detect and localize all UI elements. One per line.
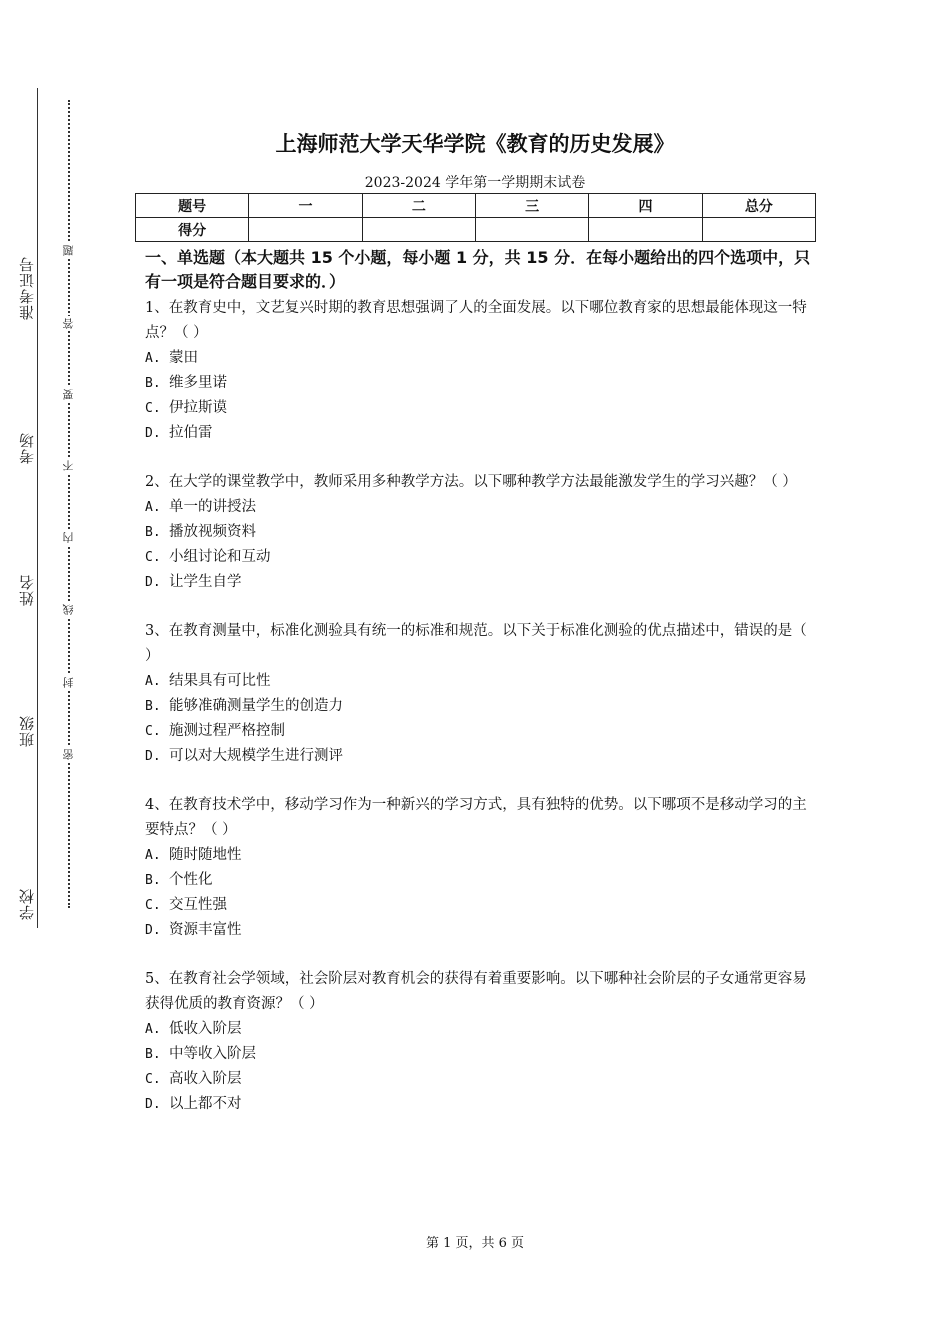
question-stem: 4、在教育技术学中，移动学习作为一种新兴的学习方式，具有独特的优势。以下哪项不是移动学习的主要特点？（ ）: [145, 797, 807, 838]
margin-label-exam-room: 考场: [18, 432, 36, 464]
option-d: [145, 570, 817, 595]
option-letter: B.: [145, 699, 161, 714]
seal-char: 内: [62, 532, 75, 543]
option-letter: A.: [145, 351, 161, 366]
option-a: [145, 669, 817, 694]
option-letter: B.: [145, 376, 161, 391]
option-c: [145, 1067, 817, 1092]
option-d: [145, 421, 817, 446]
seal-char: 要: [62, 389, 75, 400]
option-letter: A.: [145, 674, 161, 689]
option-text: 能够准确测量学生的创造力: [169, 698, 343, 714]
option-letter: C.: [145, 401, 161, 416]
option-text: 以上都不对: [169, 1096, 242, 1112]
option-text: 伊拉斯谟: [169, 400, 227, 416]
option-text: 让学生自学: [169, 574, 242, 590]
question-stem: 3、在教育测量中，标准化测验具有统一的标准和规范。以下关于标准化测验的优点描述中，错误的是（ ）: [145, 623, 807, 664]
option-text: 拉伯雷: [169, 425, 213, 441]
score-entry-cell[interactable]: [362, 218, 475, 242]
question-4: [145, 793, 817, 943]
option-a: [145, 843, 817, 868]
option-letter: C.: [145, 898, 161, 913]
option-text: 中等收入阶层: [169, 1046, 256, 1062]
option-letter: A.: [145, 1022, 161, 1037]
option-letter: D.: [145, 575, 161, 590]
seal-char: 答: [62, 318, 75, 329]
score-table: [135, 193, 816, 242]
margin-label-name: 姓名: [18, 574, 36, 606]
score-table-cell: 三: [475, 194, 588, 218]
option-letter: B.: [145, 873, 161, 888]
option-text: 高收入阶层: [169, 1071, 242, 1087]
option-text: 低收入阶层: [169, 1021, 242, 1037]
option-text: 小组讨论和互动: [169, 549, 271, 565]
option-text: 资源丰富性: [169, 922, 242, 938]
option-text: 蒙田: [169, 350, 198, 366]
score-table-header-row: [136, 194, 816, 218]
option-b: [145, 868, 817, 893]
score-table-score-row: [136, 218, 816, 242]
question-stem: 5、在教育社会学领域，社会阶层对教育机会的获得有着重要影响。以下哪种社会阶层的子女通常更容易获得优质的教育资源？（ ）: [145, 971, 807, 1012]
option-letter: A.: [145, 848, 161, 863]
margin-label-school: 学校: [18, 888, 36, 920]
option-text: 播放视频资料: [169, 524, 256, 540]
question-3: [145, 619, 817, 769]
option-letter: B.: [145, 1047, 161, 1062]
option-text: 随时随地性: [169, 847, 242, 863]
option-b: [145, 694, 817, 719]
score-entry-cell[interactable]: [702, 218, 815, 242]
option-text: 单一的讲授法: [169, 499, 256, 515]
seal-char: 题: [62, 245, 75, 256]
option-c: [145, 545, 817, 570]
question-stem: 2、在大学的课堂教学中，教师采用多种教学方法。以下哪种教学方法最能激发学生的学习兴趣？（ ）: [145, 474, 797, 490]
option-a: [145, 1017, 817, 1042]
question-stem: 1、在教育史中，文艺复兴时期的教育思想强调了人的全面发展。以下哪位教育家的思想最能体现这一特点？（ ）: [145, 300, 807, 341]
page-footer: 第 1 页，共 6 页: [425, 1236, 525, 1251]
option-letter: B.: [145, 525, 161, 540]
option-letter: D.: [145, 749, 161, 764]
option-letter: C.: [145, 1072, 161, 1087]
margin-label-exam-number: 准考证号: [18, 256, 36, 320]
score-table-cell: 题号: [136, 194, 249, 218]
question-2: [145, 470, 817, 595]
option-text: 个性化: [169, 872, 213, 888]
section-heading: 一、单选题（本大题共 15 个小题，每小题 1 分，共 15 分．在每小题给出的四个选项中，只有一项是符合题目要求的．）: [145, 248, 811, 291]
seal-char: 线: [62, 604, 75, 615]
option-text: 可以对大规模学生进行测评: [169, 748, 343, 764]
option-d: [145, 744, 817, 769]
score-table-cell: 一: [249, 194, 362, 218]
score-entry-cell[interactable]: [475, 218, 588, 242]
seal-char: 不: [62, 460, 75, 471]
option-letter: C.: [145, 550, 161, 565]
option-a: [145, 495, 817, 520]
option-c: [145, 396, 817, 421]
option-d: [145, 1092, 817, 1117]
score-entry-cell[interactable]: [589, 218, 702, 242]
score-table-cell: 总分: [702, 194, 815, 218]
option-b: [145, 520, 817, 545]
seal-dotted-line: [68, 100, 70, 908]
option-text: 施测过程严格控制: [169, 723, 285, 739]
option-text: 结果具有可比性: [169, 673, 271, 689]
option-c: [145, 893, 817, 918]
option-text: 交互性强: [169, 897, 227, 913]
option-b: [145, 1042, 817, 1067]
question-5: [145, 967, 817, 1117]
option-letter: C.: [145, 724, 161, 739]
score-table-cell: 四: [589, 194, 702, 218]
score-table-cell: 二: [362, 194, 475, 218]
option-c: [145, 719, 817, 744]
exam-subtitle: 2023-2024 学年第一学期期末试卷: [364, 175, 586, 191]
seal-char: 封: [62, 677, 75, 688]
option-letter: D.: [145, 1097, 161, 1112]
margin-label-class: 班级: [18, 715, 36, 747]
binding-margin-line: [37, 88, 38, 928]
option-d: [145, 918, 817, 943]
score-table-cell: 得分: [136, 218, 249, 242]
option-a: [145, 346, 817, 371]
option-text: 维多里诺: [169, 375, 227, 391]
exam-content: [145, 246, 817, 1141]
question-1: [145, 296, 817, 446]
option-letter: A.: [145, 500, 161, 515]
option-letter: D.: [145, 923, 161, 938]
score-entry-cell[interactable]: [249, 218, 362, 242]
exam-title: 上海师范大学天华学院《教育的历史发展》: [275, 132, 675, 156]
option-letter: D.: [145, 426, 161, 441]
seal-char: 密: [62, 749, 75, 760]
option-b: [145, 371, 817, 396]
